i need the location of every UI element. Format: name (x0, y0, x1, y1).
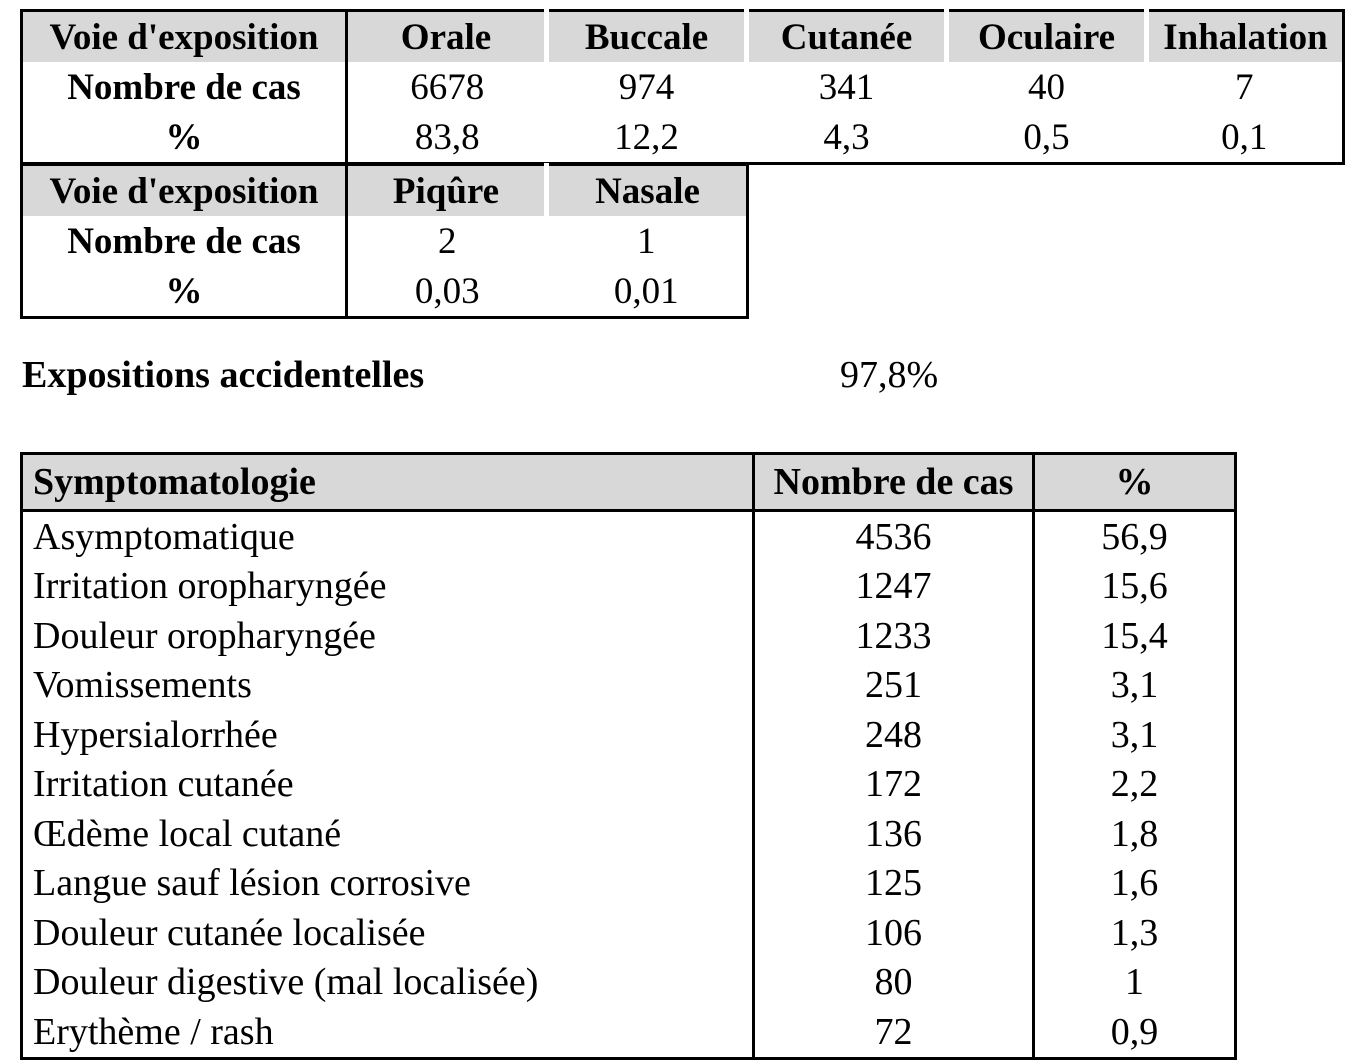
column-header-cell: Nombre de cas (754, 454, 1034, 511)
value-cell: 106 (754, 908, 1034, 958)
row-label-cell: Douleur digestive (mal localisée) (33, 961, 539, 1004)
value-cell: 7 (1235, 66, 1254, 108)
header-row (22, 454, 1236, 511)
row-label-cell: Asymptomatique (33, 515, 295, 558)
value-cell: 0,01 (613, 270, 679, 312)
value-cell: 4536 (754, 511, 1034, 562)
value-cell: 3,1 (1034, 661, 1236, 711)
table-row (22, 859, 1236, 909)
table-row (22, 611, 1236, 661)
value-cell: 2 (347, 216, 547, 266)
row-label-cell: % (165, 270, 203, 312)
value-cell: 248 (754, 710, 1034, 760)
table-row (22, 562, 1236, 612)
column-header-cell: Buccale (547, 11, 747, 63)
table-row (22, 760, 1236, 810)
row-label-cell: Douleur oropharyngée (33, 614, 376, 657)
exposure-route-table-secondary (20, 163, 749, 319)
column-header-cell: Symptomatologie (22, 454, 754, 511)
table-row (22, 1007, 1236, 1058)
value-cell: 1233 (754, 611, 1034, 661)
column-header-cell: Oculaire (947, 11, 1147, 63)
header-row (22, 165, 748, 217)
value-cell: 15,4 (1034, 611, 1236, 661)
table-row (22, 661, 1236, 711)
column-header-cell: Orale (347, 11, 547, 63)
table-row (22, 710, 1236, 760)
table-row (22, 958, 1236, 1008)
row-label-cell: Douleur cutanée localisée (33, 911, 426, 954)
row-label-cell: Nombre de cas (67, 66, 301, 108)
accidental-exposures-value: 97,8% (840, 354, 939, 396)
value-cell: 40 (1028, 66, 1065, 108)
value-cell: 125 (754, 859, 1034, 909)
accidental-exposures-line (22, 351, 1332, 399)
symptoms-table (20, 452, 1237, 1060)
value-cell: 1,3 (1034, 908, 1236, 958)
value-cell: 0,03 (347, 266, 547, 318)
column-header-cell: % (1034, 454, 1236, 511)
value-cell: 15,6 (1034, 562, 1236, 612)
table-row (22, 809, 1236, 859)
value-cell: 56,9 (1034, 511, 1236, 562)
row-label-cell: Langue sauf lésion corrosive (33, 862, 471, 905)
table-row (22, 266, 748, 318)
row-label-cell: Irritation cutanée (33, 763, 294, 806)
table-row (22, 511, 1236, 562)
value-cell: 2,2 (1034, 760, 1236, 810)
row-label-cell: % (165, 116, 203, 158)
value-cell: 1,8 (1034, 809, 1236, 859)
column-header-cell: Inhalation (1147, 11, 1344, 63)
value-cell: 80 (754, 958, 1034, 1008)
row-label-cell: Nombre de cas (67, 220, 301, 262)
value-cell: 83,8 (347, 112, 547, 164)
value-cell: 1 (637, 220, 656, 262)
value-cell: 1 (1034, 958, 1236, 1008)
value-cell: 1247 (754, 562, 1034, 612)
table-row (22, 112, 1344, 164)
row-label-cell: Œdème local cutané (33, 812, 342, 855)
value-cell: 6678 (347, 62, 547, 112)
column-header-cell: Voie d'exposition (22, 165, 347, 217)
value-cell: 0,9 (1034, 1007, 1236, 1058)
row-label-cell: Hypersialorrhée (33, 713, 278, 756)
accidental-exposures-label: Expositions accidentelles (22, 354, 425, 396)
exposure-route-table-primary (20, 9, 1345, 165)
column-header-cell: Nasale (547, 165, 748, 217)
value-cell: 341 (818, 66, 875, 108)
column-header-cell: Cutanée (747, 11, 947, 63)
value-cell: 172 (754, 760, 1034, 810)
value-cell: 0,5 (1023, 116, 1070, 158)
table-row (22, 62, 1344, 112)
table-row (22, 908, 1236, 958)
table-row (22, 216, 748, 266)
header-row (22, 11, 1344, 63)
value-cell: 4,3 (823, 116, 870, 158)
row-label-cell: Vomissements (33, 664, 252, 707)
column-header-cell: Piqûre (347, 165, 547, 217)
row-label-cell: Irritation oropharyngée (33, 565, 387, 608)
value-cell: 12,2 (614, 116, 679, 158)
value-cell: 1,6 (1034, 859, 1236, 909)
row-label-cell: Erythème / rash (33, 1010, 274, 1053)
value-cell: 136 (754, 809, 1034, 859)
value-cell: 974 (618, 66, 675, 108)
value-cell: 0,1 (1221, 116, 1268, 158)
value-cell: 3,1 (1034, 710, 1236, 760)
value-cell: 72 (754, 1007, 1034, 1058)
column-header-cell: Voie d'exposition (22, 11, 347, 63)
value-cell: 251 (754, 661, 1034, 711)
